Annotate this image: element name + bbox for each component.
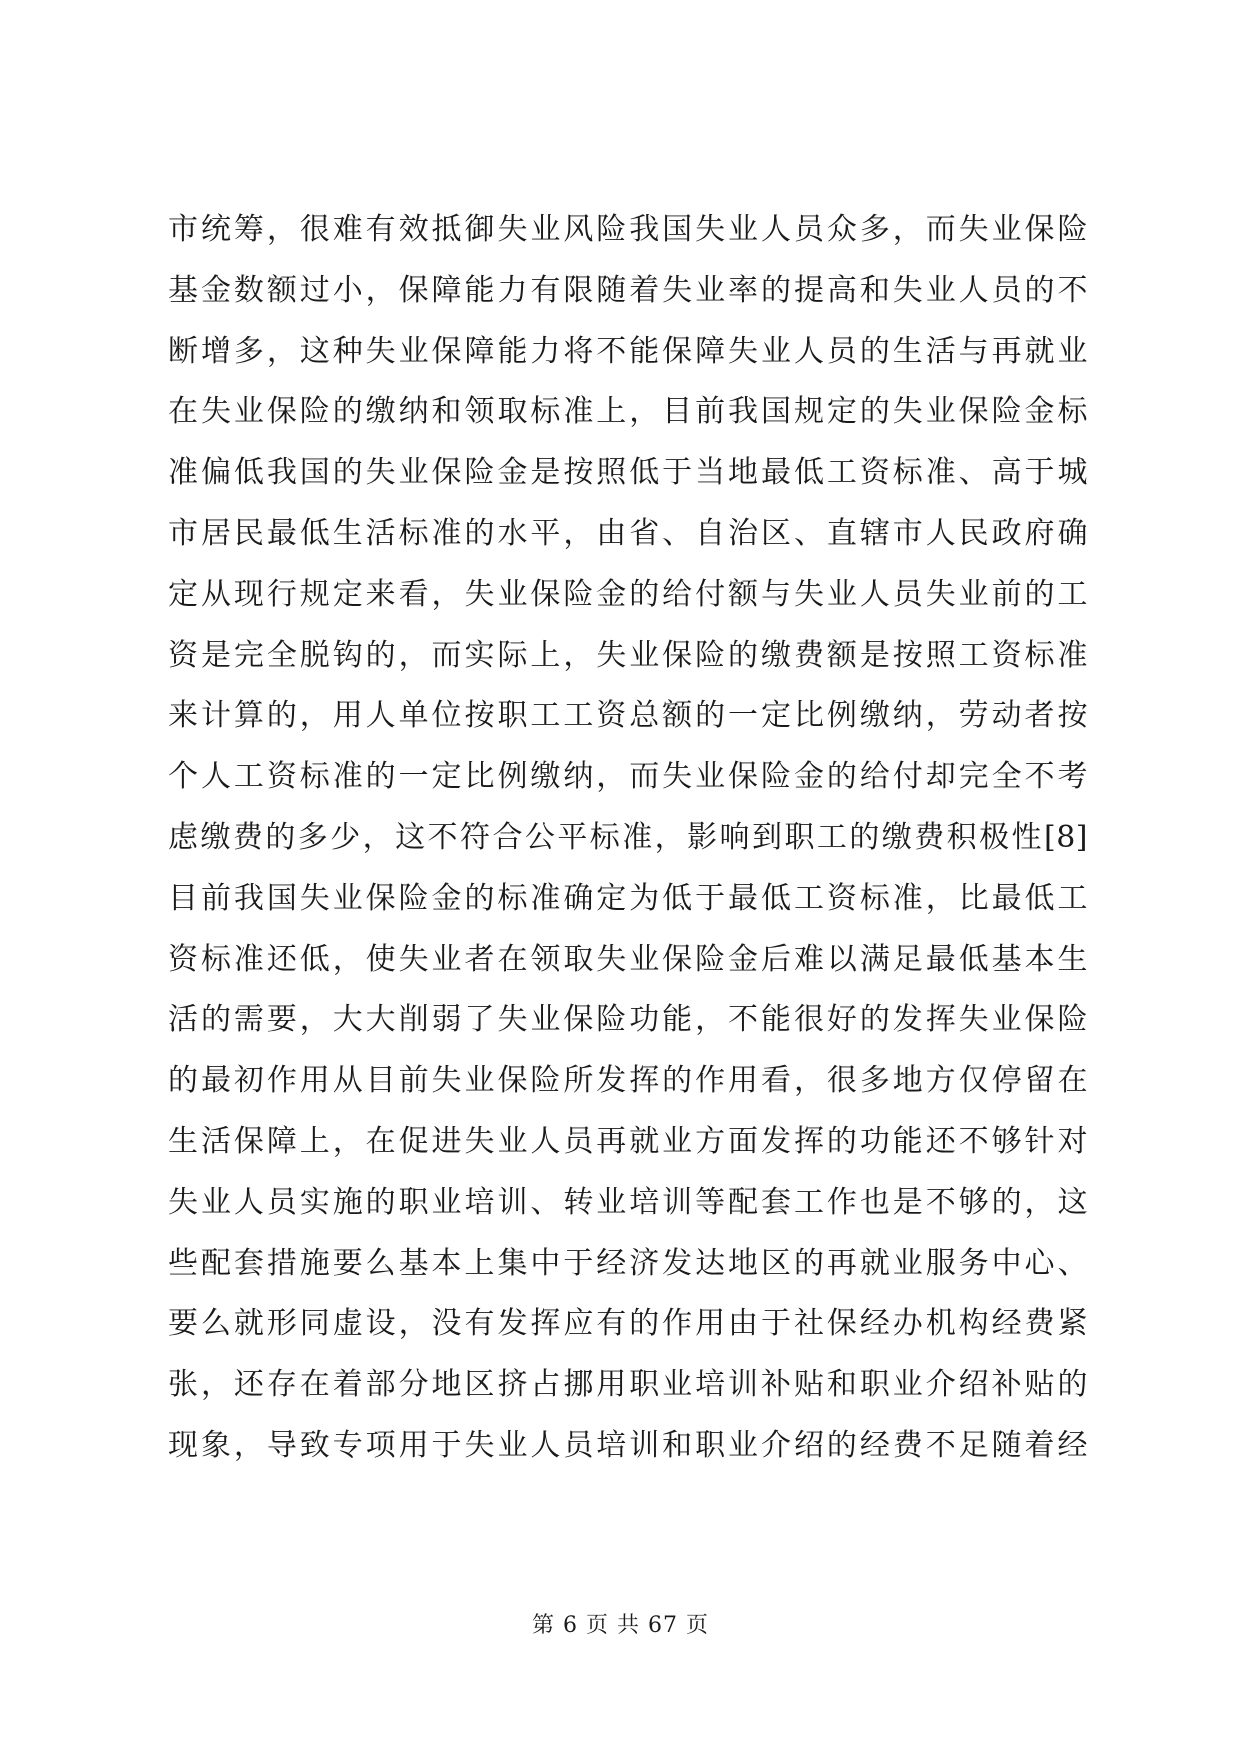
text-line-16: 生活保障上，在促进失业人员再就业方面发挥的功能还不够针对 [168,1123,1088,1159]
text-line-10: 个人工资标准的一定比例缴纳，而失业保险金的给付却完全不考 [168,759,1088,795]
text-line-17: 失业人员实施的职业培训、转业培训等配套工作也是不够的，这 [168,1184,1088,1220]
text-line-20: 张，还存在着部分地区挤占挪用职业培训补贴和职业介绍补贴的 [168,1367,1088,1403]
text-line-15: 的最初作用从目前失业保险所发挥的作用看，很多地方仅停留在 [168,1063,1088,1099]
text-line-6: 市居民最低生活标准的水平，由省、自治区、直辖市人民政府确 [168,515,1088,551]
text-line-8: 资是完全脱钩的，而实际上，失业保险的缴费额是按照工资标准 [168,637,1088,673]
text-line-21: 现象，导致专项用于失业人员培训和职业介绍的经费不足随着经 [168,1427,1088,1463]
text-line-2: 基金数额过小，保障能力有限随着失业率的提高和失业人员的不 [168,272,1088,308]
text-line-19: 要么就形同虚设，没有发挥应有的作用由于社保经办机构经费紧 [168,1306,1088,1342]
body-text [168,200,1088,1477]
text-line-5: 准偏低我国的失业保险金是按照低于当地最低工资标准、高于城 [168,455,1088,491]
text-line-12: 目前我国失业保险金的标准确定为低于最低工资标准，比最低工 [168,880,1088,916]
text-line-3: 断增多，这种失业保障能力将不能保障失业人员的生活与再就业 [168,333,1088,369]
text-line-13: 资标准还低，使失业者在领取失业保险金后难以满足最低基本生 [168,941,1088,977]
page-number-footer: 第 6 页 共 67 页 [532,1613,709,1638]
text-line-4: 在失业保险的缴纳和领取标准上，目前我国规定的失业保险金标 [168,394,1088,430]
text-line-7: 定从现行规定来看，失业保险金的给付额与失业人员失业前的工 [168,576,1088,612]
text-line-9: 来计算的，用人单位按职工工资总额的一定比例缴纳，劳动者按 [168,698,1088,734]
text-line-18: 些配套措施要么基本上集中于经济发达地区的再就业服务中心、 [168,1245,1088,1281]
text-line-11: 虑缴费的多少，这不符合公平标准，影响到职工的缴费积极性[8] [168,819,1088,855]
text-line-1: 市统筹，很难有效抵御失业风险我国失业人员众多，而失业保险 [168,212,1088,247]
text-line-14: 活的需要，大大削弱了失业保险功能，不能很好的发挥失业保险 [168,1002,1088,1038]
